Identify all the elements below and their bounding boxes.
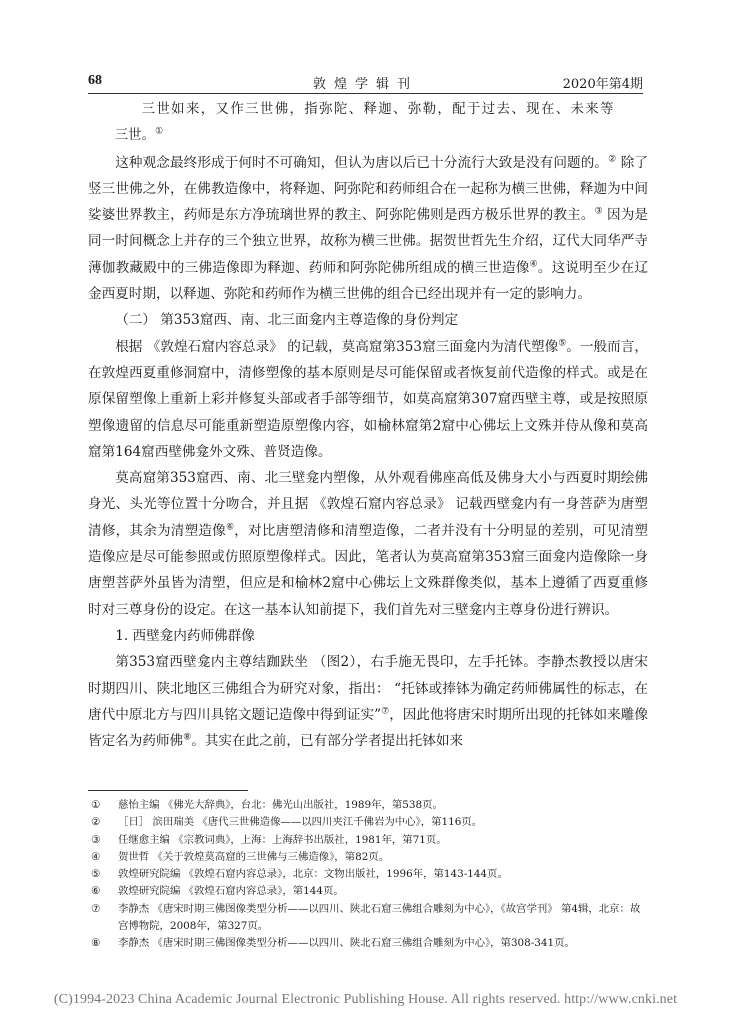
paragraph: 这种观念最终形成于何时不可确知，但认为唐以后已十分流行大致是没有问题的。② 除了竖三世佛之外，在佛教造像中，将释迦、阿弥陀和药师组合在一起称为横三世佛，释迦为中间娑婆世界教主，药师是东方净琉璃世界的教主、阿弥陀佛则是西方极乐世界的教主。③ 因为是同一时间概念上并存的三个独立世界，故称为横三世佛。据贺世哲先生介绍，辽代大同华严寺薄伽教藏殿中的三佛造像即为释迦、药师和阿弥陀佛所组成的横三世造像④。这说明至少在辽金西夏时期，以释迦、弥陀和药师作为横三世佛的组合已经出现并有一定的影响力。 <box>88 154 649 303</box>
footnote: ⑥ 敦煌研究院编 《敦煌石窟内容总录》，第144页。 <box>91 885 344 898</box>
header-rule <box>88 93 643 94</box>
footnote-rule <box>88 790 248 791</box>
footnote-ref[interactable]: ② <box>608 154 617 165</box>
paragraph: 第353窟西壁龛内主尊结跏趺坐 （图2），右手施无畏印，左手托钵。李静杰教授以唐宋时期四川、陕北地区三佛组合为研究对象，指出： “托钵或捧钵为确定药师佛属性的标志，在唐代中原北方与四川具铭文题记造像中得到证实”⑦，因此他将唐宋时期所出现的托钵如来雕像皆定名为药师佛⑧。其实在此之前，已有部分学者提出托钵如来 <box>88 654 649 750</box>
footnote-ref[interactable]: ③ <box>594 206 603 217</box>
running-header <box>88 73 643 93</box>
journal-title: 敦煌学辑刊 <box>312 77 418 92</box>
footnotes <box>88 797 648 953</box>
page-number: 68 <box>88 73 102 88</box>
footnote: ⑧ 李静杰 《唐宋时期三佛图像类型分析——以四川、陕北石窟三佛组合雕刻为中心》，第308-341页。 <box>91 937 575 950</box>
footnote-ref[interactable]: ⑤ <box>558 338 567 349</box>
footnote-ref[interactable]: ⑧ <box>183 732 192 743</box>
article-body <box>88 97 648 754</box>
footnote: ② ［日］ 滨田瑞美 《唐代三世佛造像——以四川夹江千佛岩为中心》，第116页。 <box>91 816 483 829</box>
footnote-ref[interactable]: ⑦ <box>381 706 390 717</box>
issue-label: 2020年第4期 <box>562 77 643 92</box>
block-quote: 三世如来，又作三世佛，指弥陀、释迦、弥勒，配于过去、现在、未来等 <box>141 102 615 117</box>
footnote: ① 慈怡主编 《佛光大辞典》，台北：佛光山出版社，1989年，第538页。 <box>91 799 443 811</box>
footnote-ref[interactable]: ⑥ <box>225 522 235 533</box>
subsection-heading: 1. 西壁龛内药师佛群像 <box>115 627 255 644</box>
footnote: ⑦ 李静杰 《唐宋时期三佛图像类型分析——以四川、陕北石窟三佛组合雕刻为中心》，《故宫学刊》 第4辑，北京：故宫博物院，2008年，第327页。 <box>91 902 641 933</box>
paragraph: 根据 《敦煌石窟内容总录》 的记载，莫高窟第353窟三面龛内为清代塑像⑤。一般而言，在敦煌西夏重修洞窟中，清修塑像的基本原则是尽可能保留或者恢复前代造像的样式。或是在原保留塑像上重新上彩并修复头部或者手部等细节，如莫高窟第307窟西壁主尊，或是按照原塑像遗留的信息尽可能重新塑造原塑像内容，如榆林窟第2窟中心佛坛上文殊并侍从像和莫高窟第164窟西壁佛龛外文殊、普贤造像。 <box>88 338 648 460</box>
section-heading: （二） 第353窟西、南、北三面龛内主尊造像的身份判定 <box>115 312 459 329</box>
footnote: ⑤ 敦煌研究院编 《敦煌石窟内容总录》，北京：文物出版社，1996年，第143-144页。 <box>91 868 508 881</box>
copyright-notice: (C)1994-2023 China Academic Journal Electronic Publishing House. All rights reserved. http://www.cnki.net <box>53 992 678 1007</box>
block-quote-cont: 三世。① <box>114 126 164 144</box>
footnote: ④ 贺世哲 《关于敦煌莫高窟的三世佛与三佛造像》，第82页。 <box>91 850 390 863</box>
footnote-ref[interactable]: ① <box>154 126 164 137</box>
paragraph: 莫高窟第353窟西、南、北三壁龛内塑像，从外观看佛座高低及佛身大小与西夏时期绘佛身光、头光等位置十分吻合，并且据 《敦煌石窟内容总录》 记载西壁龛内有一身菩萨为唐塑清修，其余为清塑造像⑥，对比唐塑清修和清塑造像，二者并没有十分明显的差别，可见清塑造像应是尽可能参照或仿照原塑像样式。因此，笔者认为莫高窟第353窟三面龛内造像除一身唐塑菩萨外虽皆为清塑，但应是和榆林2窟中心佛坛上文殊群像类似，基本上遵循了西夏重修时对三尊身份的设定。在这一基本认知前提下，我们首先对三壁龛内主尊身份进行辨识。 <box>88 470 649 618</box>
footnote: ③ 任继愈主编 《宗教词典》，上海：上海辞书出版社，1981年，第71页。 <box>91 833 447 846</box>
footnote-ref[interactable]: ④ <box>529 259 538 270</box>
